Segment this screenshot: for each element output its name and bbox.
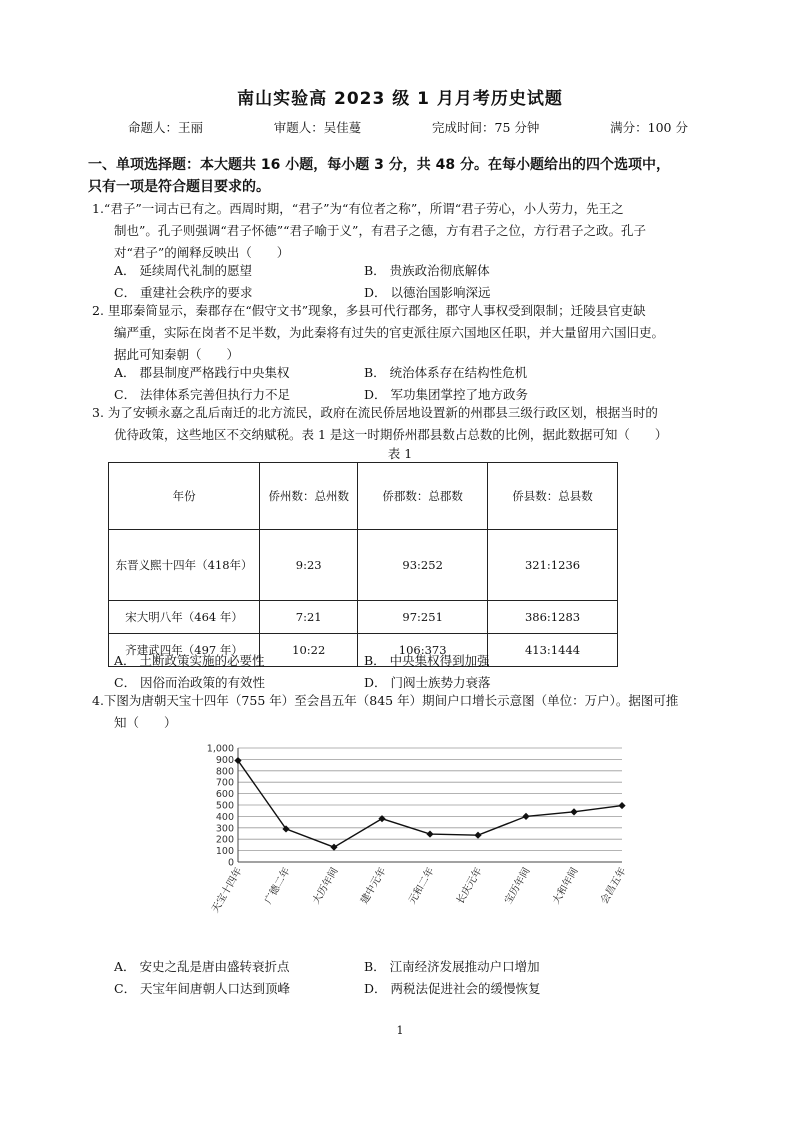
header-year: 年份 — [109, 463, 260, 530]
data-point — [426, 830, 433, 837]
y-tick-label: 400 — [215, 811, 234, 823]
data-point — [618, 802, 625, 809]
ratio-table — [108, 462, 618, 667]
household-chart — [190, 736, 640, 946]
option-b[interactable]: B． 统治体系存在结构性危机 — [364, 365, 528, 380]
option-c[interactable]: C． 天宝年间唐朝人口达到顶峰 — [114, 981, 291, 996]
option-b[interactable]: B． 江南经济发展推动户口增加 — [364, 959, 540, 974]
x-tick-label: 广德二年 — [263, 866, 293, 907]
page-number: 1 — [396, 1024, 404, 1037]
option-d[interactable]: D． 军功集团掌控了地方政务 — [364, 387, 528, 402]
exam-meta — [128, 118, 688, 136]
x-tick-label: 建中元年 — [359, 866, 389, 907]
question-3-options — [114, 652, 674, 692]
y-tick-label: 700 — [215, 777, 234, 789]
header-zhou: 侨州数：总州数 — [260, 463, 358, 530]
y-tick-label: 200 — [215, 834, 234, 846]
option-b[interactable]: B． 中央集权得到加强 — [364, 653, 490, 668]
option-a[interactable]: A． 延续周代礼制的愿望 — [114, 263, 253, 278]
option-c[interactable]: C． 因俗而治政策的有效性 — [114, 675, 266, 690]
option-a[interactable]: A． 土断政策实施的必要性 — [114, 653, 265, 668]
section-heading: 一、单项选择题：本大题共 16 小题，每小题 3 分，共 48 分。在每小题给出的四个选项中， 只有一项是符合题目要求的。 — [88, 157, 670, 195]
reviewer: 审题人：吴佳蔓 — [273, 120, 362, 135]
data-point — [570, 808, 577, 815]
option-a[interactable]: A． 郡县制度严格践行中央集权 — [114, 365, 290, 380]
x-tick-label: 大历年间 — [311, 866, 341, 907]
x-tick-label: 天宝十四年 — [210, 866, 245, 915]
full-score: 满分：100 分 — [610, 120, 688, 135]
y-tick-label: 500 — [215, 800, 234, 812]
line-chart — [190, 736, 640, 946]
y-tick-label: 0 — [227, 857, 234, 869]
option-c[interactable]: C． 重建社会秩序的要求 — [114, 285, 253, 300]
question-2-options — [114, 364, 674, 404]
header-xian: 侨县数：总县数 — [488, 463, 618, 530]
x-tick-label: 会昌五年 — [599, 866, 629, 907]
y-tick-label: 1,000 — [206, 743, 234, 755]
y-tick-label: 800 — [215, 766, 234, 778]
question-1: 1.“君子”一词古已有之。西周时期，“君子”为“有位者之称”，所谓“君子劳心，小人劳力，先王之 制也”。孔子则强调“君子怀德”“君子喻于义”，有君子之德，方有君子之位，方行君子之政。孔子 对“君子”的阐释反映出（ ） — [92, 201, 646, 260]
table-row: 东晋义熙十四年（418年） 9:23 93:252 321:1236 — [109, 530, 618, 601]
x-tick-label: 长庆元年 — [455, 866, 485, 907]
question-2: 2. 里耶秦简显示，秦郡存在“假守文书”现象，多县可代行郡务，郡守人事权受到限制；迁陵县官吏缺 编严重，实际在岗者不足半数，为此秦将有过失的官吏派往原六国地区任职，并大量留用六国旧吏。 据此可知秦朝（ ） — [92, 303, 665, 362]
question-3: 3. 为了安顿永嘉之乱后南迁的北方流民，政府在流民侨居地设置新的州郡县三级行政区划，根据当时的 优待政策，这些地区不交纳赋税。表 1 是这一时期侨州郡县数占总数的比例，据此数据可知（ ） — [92, 405, 668, 442]
data-point — [522, 813, 529, 820]
question-1-options — [114, 262, 674, 302]
table-header-row — [109, 463, 618, 530]
table-row: 宋大明八年（464 年） 7:21 97:251 386:1283 — [109, 601, 618, 634]
option-c[interactable]: C． 法律体系完善但执行力不足 — [114, 387, 291, 402]
header-jun: 侨郡数：总郡数 — [358, 463, 488, 530]
x-tick-label: 大和年间 — [551, 866, 581, 907]
option-a[interactable]: A． 安史之乱是唐由盛转衰折点 — [114, 959, 290, 974]
x-tick-label: 宝历年间 — [503, 866, 533, 907]
table-row: 齐建武四年（497 年） 10:22 106:373 413:1444 — [109, 634, 618, 667]
y-tick-label: 100 — [215, 846, 234, 858]
question-4-options — [114, 958, 674, 998]
y-tick-label: 300 — [215, 823, 234, 835]
option-d[interactable]: D． 以德治国影响深远 — [364, 285, 491, 300]
x-tick-label: 元和二年 — [407, 866, 437, 907]
table-caption: 表 1 — [387, 446, 413, 461]
option-b[interactable]: B． 贵族政治彻底解体 — [364, 263, 490, 278]
author: 命题人：王丽 — [128, 120, 204, 135]
option-d[interactable]: D． 门阀士族势力衰落 — [364, 675, 491, 690]
y-tick-label: 600 — [215, 789, 234, 801]
data-point — [330, 844, 337, 851]
question-4: 4.下图为唐朝天宝十四年（755 年）至会昌五年（845 年）期间户口增长示意图（单位：万户）。据图可推 知（ ） — [92, 693, 679, 730]
exam-title: 南山实验高 2023 级 1 月月考历史试题 — [237, 89, 563, 109]
option-d[interactable]: D． 两税法促进社会的缓慢恢复 — [364, 981, 541, 996]
time-limit: 完成时间：75 分钟 — [432, 120, 540, 135]
y-tick-label: 900 — [215, 754, 234, 766]
data-point — [474, 832, 481, 839]
